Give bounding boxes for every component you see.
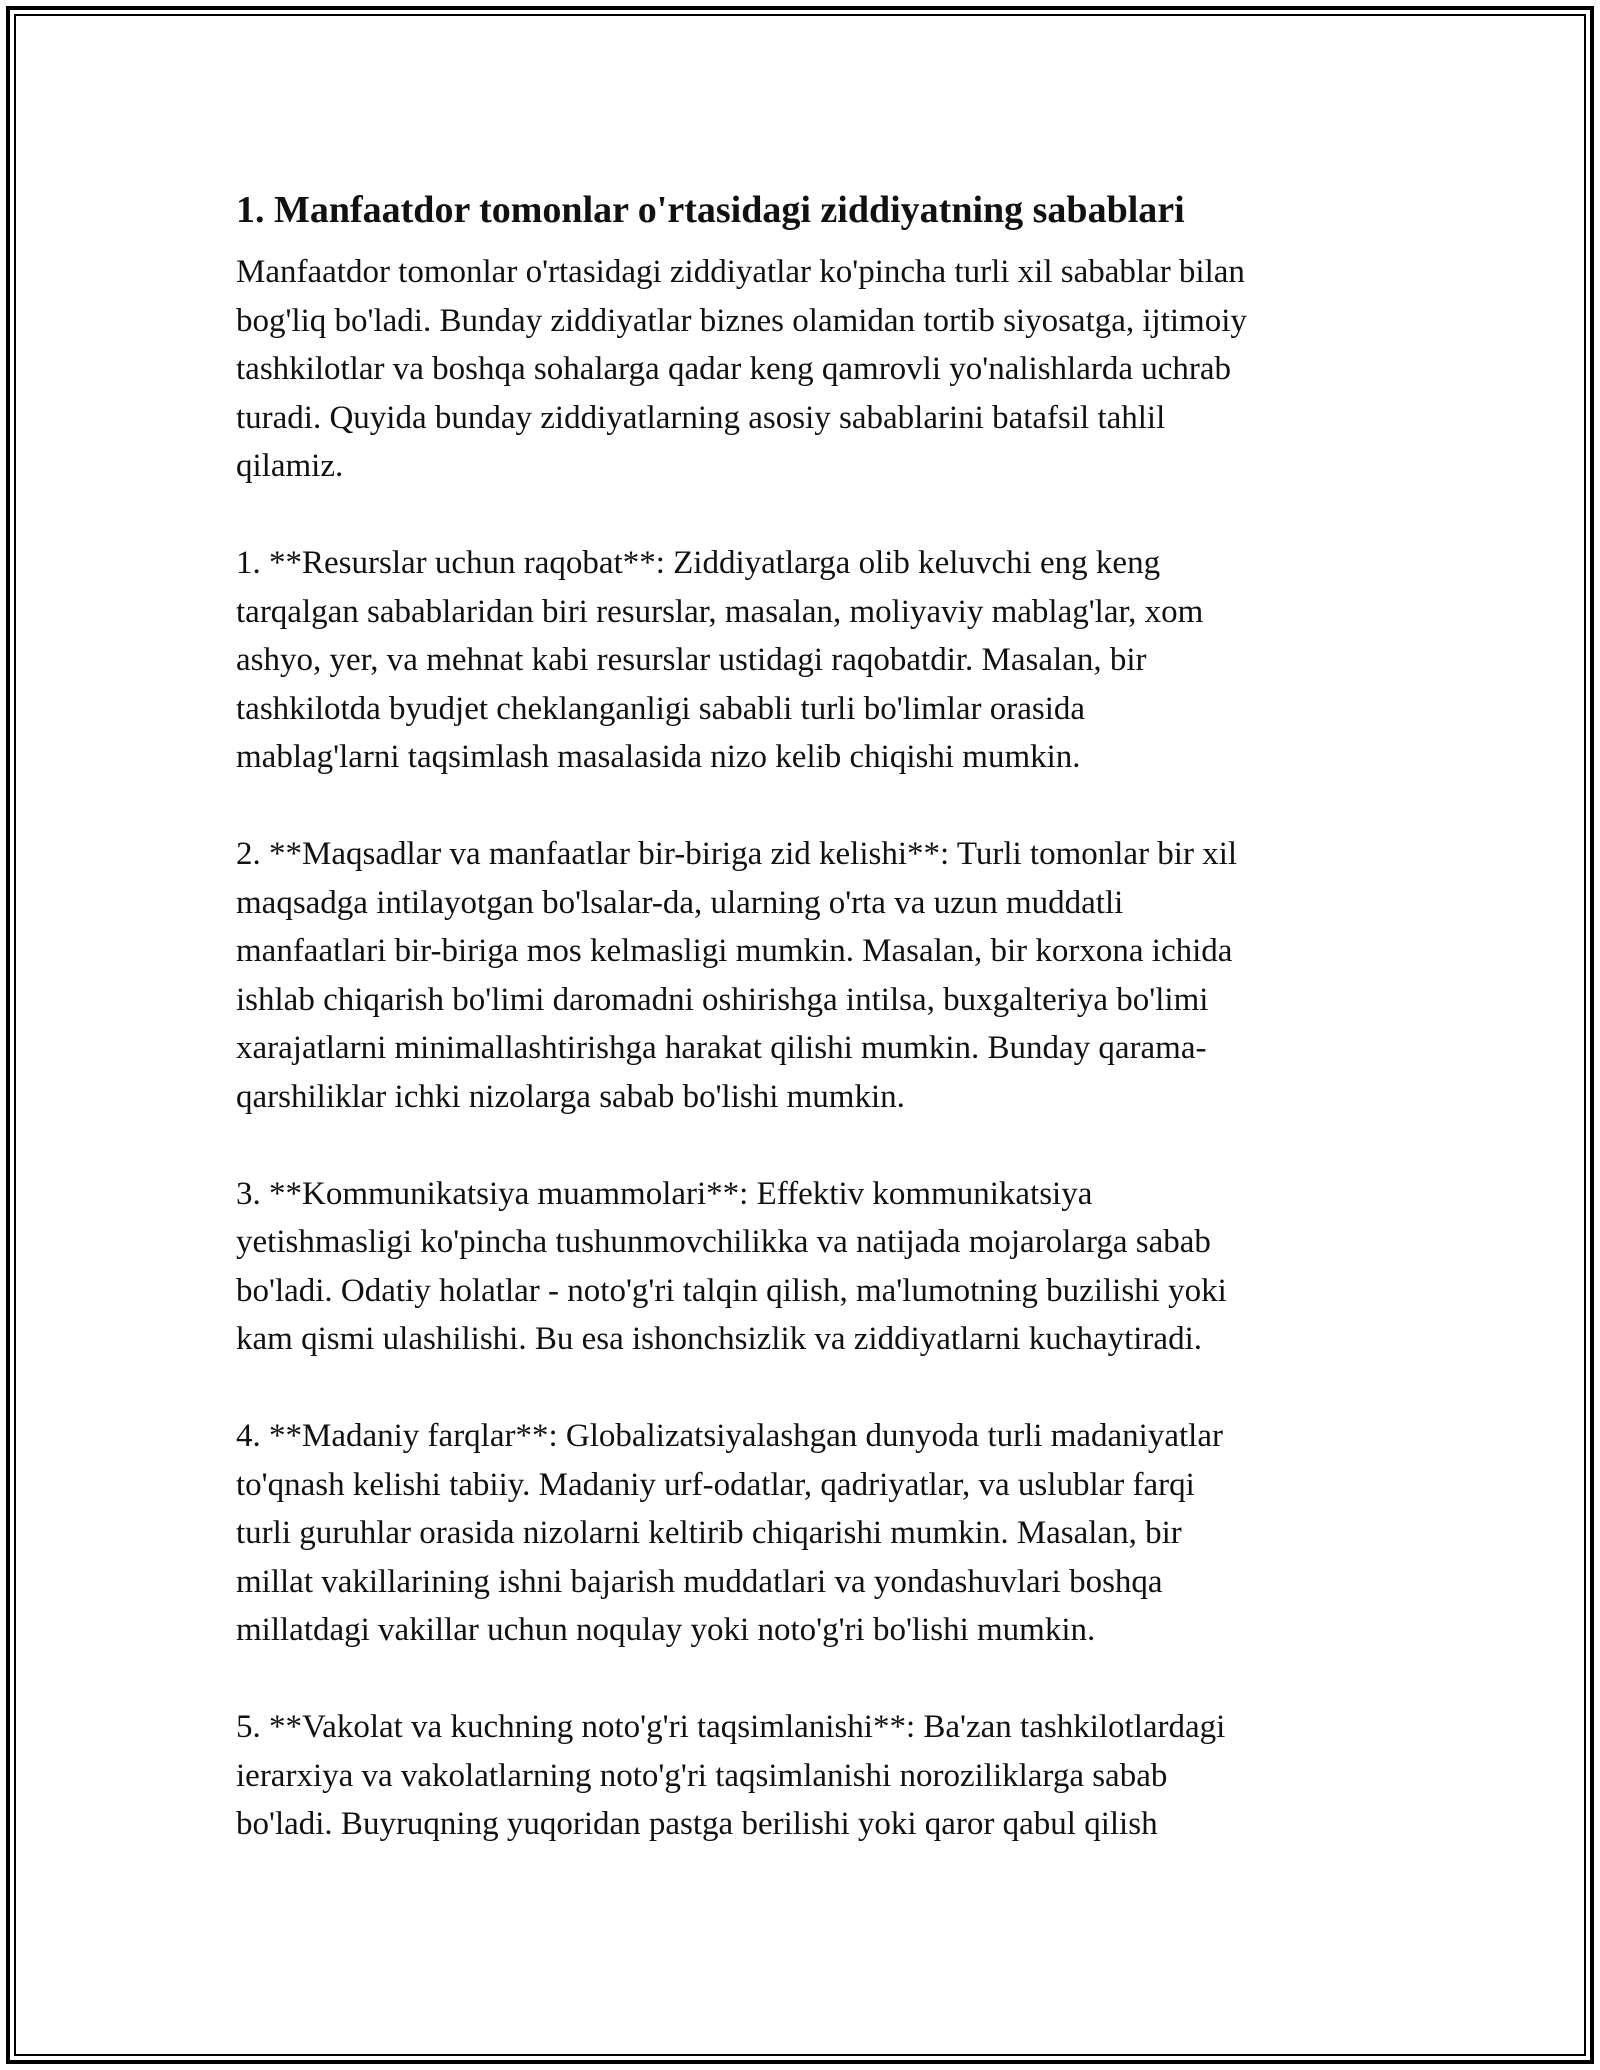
text-line: tashkilotda byudjet cheklanganligi sababli turli bo'limlar orasida	[236, 690, 1086, 727]
paragraph-gap	[236, 1655, 1386, 1704]
cause-paragraph-2	[236, 830, 1386, 1121]
cause-paragraph-3	[236, 1170, 1386, 1364]
text-line: mablag'larni taqsimlash masalasida nizo kelib chiqishi mumkin.	[236, 739, 1081, 775]
text-line: yetishmasligi ko'pincha tushunmovchilikka va natijada mojarolarga sabab	[236, 1224, 1211, 1260]
cause-paragraph-4	[236, 1412, 1386, 1655]
text-line: bog'liq bo'ladi. Bunday ziddiyatlar biznes olamidan tortib siyosatga, ijtimoiy	[236, 302, 1247, 339]
text-line: xarajatlarni minimallashtirishga harakat qilishi mumkin. Bunday qarama-	[236, 1030, 1207, 1066]
text-line: turadi. Quyida bunday ziddiyatlarning asosiy sabablarini batafsil tahlil	[236, 399, 1166, 436]
text-line: ashyo, yer, va mehnat kabi resurslar ustidagi raqobatdir. Masalan, bir	[236, 642, 1147, 678]
cause-paragraph-5	[236, 1703, 1386, 1849]
text-line: 2. **Maqsadlar va manfaatlar bir-biriga zid kelishi**: Turli tomonlar bir xil	[236, 836, 1238, 872]
document-body	[236, 186, 1386, 1849]
text-line: bo'ladi. Buyruqning yuqoridan pastga berilishi yoki qaror qabul qilish	[236, 1806, 1158, 1842]
text-line: Manfaatdor tomonlar o'rtasidagi ziddiyatlar ko'pincha turli xil sabablar bilan	[236, 254, 1245, 290]
text-line: millatdagi vakillar uchun noqulay yoki noto'g'ri bo'lishi mumkin.	[236, 1612, 1096, 1648]
text-line: bo'ladi. Odatiy holatlar - noto'g'ri talqin qilish, ma'lumotning buzilishi yoki	[236, 1272, 1227, 1309]
text-line: tashkilotlar va boshqa sohalarga qadar keng qamrovli yo'nalishlarda uchrab	[236, 351, 1232, 387]
text-line: qarshiliklar ichki nizolarga sabab bo'lishi mumkin.	[236, 1078, 905, 1115]
text-line: qilamiz.	[236, 448, 344, 484]
section-heading: 1. Manfaatdor tomonlar o'rtasidagi ziddiyatning sabablari	[236, 189, 1185, 231]
paragraph-gap	[236, 782, 1386, 831]
text-line: 1. **Resurslar uchun raqobat**: Ziddiyatlarga olib keluvchi eng keng	[236, 545, 1161, 581]
text-line: ierarxiya va vakolatlarning noto'g'ri taqsimlanishi noroziliklarga sabab	[236, 1757, 1168, 1794]
text-line: tarqalgan sabablaridan biri resurslar, masalan, moliyaviy mablag'lar, xom	[236, 593, 1204, 630]
text-line: ishlab chiqarish bo'limi daromadni oshirishga intilsa, buxgalteriya bo'limi	[236, 981, 1209, 1018]
text-line: to'qnash kelishi tabiiy. Madaniy urf-odatlar, qadriyatlar, va uslublar farqi	[236, 1466, 1195, 1503]
text-line: millat vakillarining ishni bajarish muddatlari va yondashuvlari boshqa	[236, 1563, 1163, 1600]
text-line: maqsadga intilayotgan bo'lsalar-da, ularning o'rta va uzun muddatli	[236, 884, 1124, 921]
text-line: kam qismi ulashilishi. Bu esa ishonchsizlik va ziddiyatlarni kuchaytiradi.	[236, 1321, 1202, 1357]
text-line: manfaatlari bir-biriga mos kelmasligi mumkin. Masalan, bir korxona ichida	[236, 933, 1233, 969]
text-line: turli guruhlar orasida nizolarni keltirib chiqarishi mumkin. Masalan, bir	[236, 1515, 1182, 1551]
text-line: 4. **Madaniy farqlar**: Globalizatsiyalashgan dunyoda turli madaniyatlar	[236, 1418, 1223, 1454]
cause-paragraph-1	[236, 539, 1386, 782]
text-line: 5. **Vakolat va kuchning noto'g'ri taqsimlanishi**: Ba'zan tashkilotlardagi	[236, 1709, 1226, 1745]
paragraph-gap	[236, 1121, 1386, 1170]
intro-paragraph	[236, 248, 1386, 491]
text-line: 3. **Kommunikatsiya muammolari**: Effektiv kommunikatsiya	[236, 1175, 1093, 1212]
paragraph-gap	[236, 1364, 1386, 1413]
paragraph-gap	[236, 491, 1386, 540]
